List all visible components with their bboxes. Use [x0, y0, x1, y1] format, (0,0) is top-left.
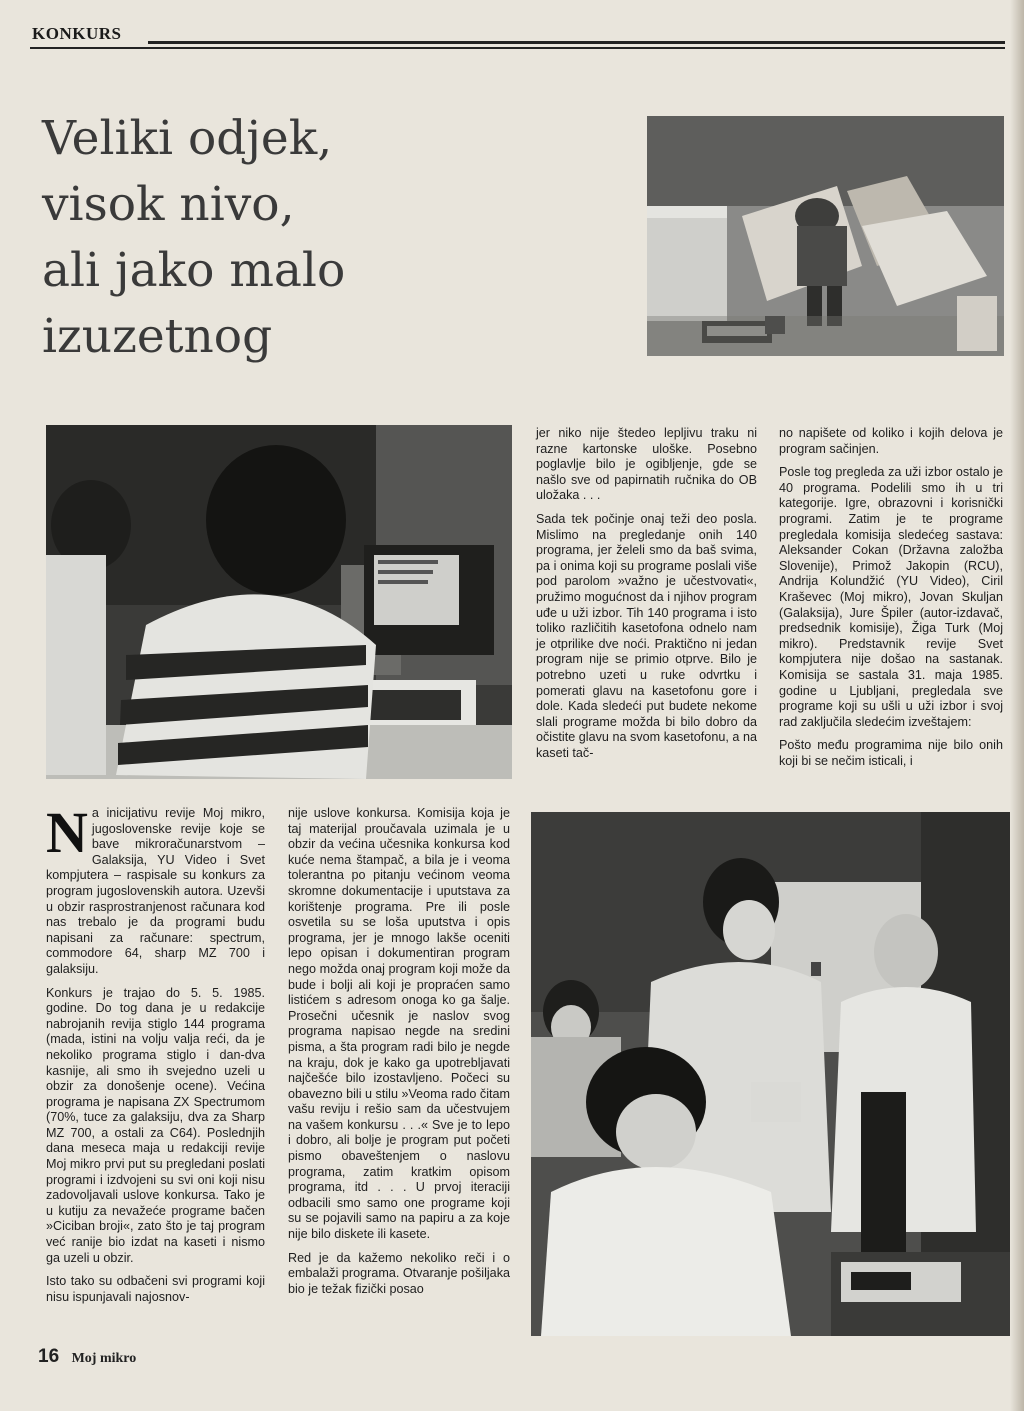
paragraph: Pošto među programima nije bilo onih koji bi se nečim isticali, i [779, 738, 1003, 768]
paragraph: Isto tako su odbačeni svi programi koji nisu ispunjavali najosnov- [46, 1274, 265, 1304]
article-column-4-top [779, 426, 1003, 777]
magazine-name: Moj mikro [71, 1351, 137, 1366]
section-label: KONKURS [32, 24, 122, 43]
title-line: izuzetnog [42, 309, 273, 364]
article-column-3-top [536, 426, 757, 769]
page-number: 16 [38, 1346, 60, 1367]
article-title [42, 106, 462, 370]
page-footer [38, 1346, 136, 1368]
paragraph [46, 800, 265, 978]
photo-unpacking-boxes-image [647, 116, 1004, 356]
photo-programmers-at-computer [46, 425, 512, 779]
page-binding-shadow [1010, 0, 1024, 1411]
drop-cap: N [46, 800, 88, 865]
photo-programmers-at-computer-image [46, 425, 512, 779]
paragraph: Red je da kažemo nekoliko reči i o embalaži programa. Otvaranje pošiljaka bio je težak fizički posao [288, 1250, 510, 1296]
title-line: ali jako malo [42, 243, 346, 298]
article-column-2 [288, 806, 510, 1305]
paragraph: no napišete od koliko i kojih delova je program sačinjen. [779, 426, 1003, 456]
photo-commission-reviewing-image [531, 812, 1024, 1336]
paragraph: jer niko nije štedeo lepljivu traku ni razne kartonske uloške. Posebno poglavlje bilo je ogibljenje, gde se našlo sve od papirnatih ručnika do OB uložaka . . . [536, 426, 757, 503]
paragraph: Sada tek počinje onaj teži deo posla. Mislimo na pregledanje onih 140 programa, jer želeli smo da baš svima, pa i onima koji su programe poslali više pod parolom »važno je učestvovati«, pružimo mogućnost da i njihov program uđe u uži izbor. Tih 140 programa i isto toliko različitih kasetofona odnelo nam je otprilike dve noći. Praktično ni jedan program nije se primio otprve. Bilo je potrebno uzeti u ruke odvrtku i pomerati glavu na kasetofonu gore i dole. Kada sledeći put budete nekome slali programe možda bi bilo dobro da očistite glavu na svom kasetofonu, a na kaseti tač- [536, 511, 757, 760]
lead-text: a inicijativu revije Moj mikro, jugoslovenske revije koje se bave mikroračunarstvom – Galaksija, YU Video i Svet kompjutera – raspisale su konkurs za program jugoslovenskih autora. Uzevši u obzir rasprostranjenost računara kod nas trebalo je da programi budu napisani za računare: spectrum, commodore 64, sharp MZ 700 i galaksiju. [46, 806, 265, 976]
header-rule-double [30, 47, 1005, 49]
paragraph: Posle tog pregleda za uži izbor ostalo je 40 programa. Podelili smo ih u tri kategorije. Igre, obrazovni i korisnički programi. Zatim je te programe pregledala komisija sledećeg sastava: Aleksander Cokan (Državna založba Slovenije), Primož Jakopin (RCU), Andrija Kolundžić (YU Video), Ciril Kraševec (Moj mikro), Jovan Skuljan (Galaksija), Jure Špiler (autor-izdavač, predsednik komisije), Žiga Turk (Moj mikro). Predstavnik revije Svet kompjutera nije došao na sastanak. Komisija se sastala 31. maja 1985. godine u Ljubljani, pregledala sve programe koji su ušli u uži izbor i svoj rad zaključila sledećim izveštajem: [779, 465, 1003, 729]
title-line: Veliki odjek, [42, 111, 333, 166]
title-line: visok nivo, [42, 177, 295, 232]
paragraph: Konkurs je trajao do 5. 5. 1985. godine. Do tog dana je u redakcije nabrojanih revija stiglo 144 programa (mada, istini na volju valja reći, da je nekoliko programa stiglo i dan-dva kasnije, ali smo ih svejedno uzeli u obzir za donošenje ocene). Većina programa je napisana ZX Spectrumom (70%, tuce za galaksiju, dva za Sharp MZ 700, a ostali za C64). Poslednjih dana meseca maja u redakciji revije Moj mikro prvi put su pregledani poslati programi i izdvojeni su svi oni koji nisu zadovoljavali uslove konkursa. Tako je u kutiju za nevažeće programe bačen »Ciciban broji«, zato što je taj program već ranije bio izdat na kaseti i nismo ga uzeli u obzir. [46, 985, 265, 1265]
photo-unpacking-boxes [647, 116, 1004, 356]
photo-commission-reviewing [531, 812, 1024, 1336]
article-column-1 [46, 800, 265, 1313]
paragraph: nije uslove konkursa. Komisija koja je taj materijal proučavala uzimala je u obzir da većina učesnika konkursa kod kuće nema štampač, a bila je i veoma tolerantna po pitanju većinom veoma skromne dokumentacije i uputstava za korištenje programa. Pre ili posle osvetila su se loša uputstva i opis programa, jer je mnogo lakše oceniti lepo opisan i dokumentiran program nego možda onaj program koji može da bude i bolji ali koji je propraćen samo listićem s adresom onoga ko ga šalje. Prosečni učesnik je naslov svog programa napisao negde na sredini pisma, a šta program radi bilo je negde na kraju, dok je kako ga upotrebljavati najčešće bilo izostavljeno. Počeci su obavezno bili u stilu »Veoma rado čitam vašu reviju i rešio sam da učestvujem na vašem konkursu . . .« Sve je to lepo i dobro, ali bolje je program put početi pismo obaveštenjem o naslovu programa, zatim kratkim opisom programa, itd . . . U prvoj iteraciji odbacili smo samo one programe koji su se pojavili samo na papiru a za koje nije bilo diskete ili kasete. [288, 806, 510, 1242]
header-rule [148, 41, 1005, 44]
section-header [30, 24, 1005, 54]
